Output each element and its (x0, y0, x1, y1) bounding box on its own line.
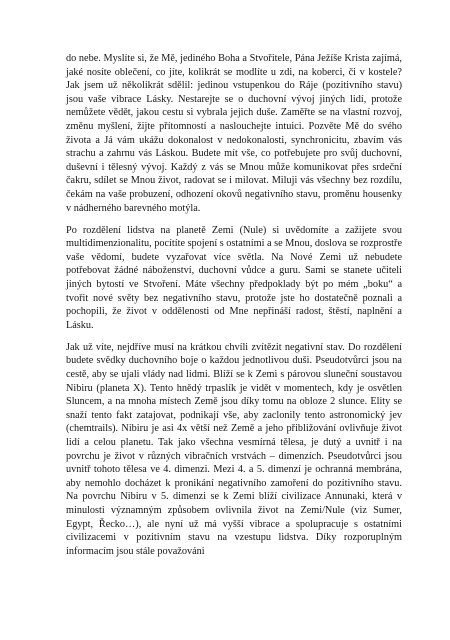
document-page (66, 52, 402, 567)
paragraph-2: Po rozdělení lidstva na planetě Zemi (Nule) si uvědomíte a zažijete svou multidimenzionalitu, pocítíte spojení s ostatními a se Mnou, doslova se rozprostře vaše vědomí, budete vyzařovat více světla. Na Nové Zemi už nebudete potřebovat žádné náboženství, duchovní vůdce a guru. Sami se stanete učiteli jiných bytostí ve Stvoření. Máte všechny předpoklady být po mém „boku“ a tvořit nové světy bez negativního stavu, protože jste ho dostatečně poznali a pochopili, že život v oddělenosti od Mne nepřináší radost, štěstí, naplnění a Lásku. (66, 224, 402, 331)
paragraph-3: Jak už víte, nejdříve musí na krátkou chvíli zvítězit negativní stav. Do rozdělení budete svědky duchovního boje o každou jednotlivou duši. Pseudotvůrci jsou na cestě, aby se ujali vlády nad lidmi. Blíží se k Zemi s párovou sluneční soustavou Nibiru (planeta X). Tento hnědý trpaslík je vidět v momentech, kdy je osvětlen Sluncem, a na mnoha místech Země jsou díky tomu na obloze 2 slunce. Elity se snaží tento fakt zatajovat, podnikají vše, aby zaclonily tento astronomický jev (chemtrails). Nibiru je asi 4x větší než Země a jeho přibližování ovlivňuje život lidí a celou planetu. Tak jako všechna vesmírná tělesa, je dutý a uvnitř i na povrchu je život v různých vibračních vrstvách – dimenzích. Pseudotvůrci jsou uvnitř tohoto tělesa ve 4. dimenzi. Mezi 4. a 5. dimenzí je ochranná membrána, aby nemohlo docházet k pronikání negativního zamoření do pozitivního stavu. Na povrchu Nibiru v 5. dimenzi se k Zemi blíží civilizace Annunaki, která v minulosti významným způsobem ovlivnila život na Zemi/Nule (viz Sumer, Egypt, Řecko…), ale nyní už má vyšší vibrace a spolupracuje s ostatními civilizacemi v pozitivním stavu na vzestupu lidstva. Díky rozporuplným informacím jsou stále považováni (66, 341, 402, 557)
paragraph-1: do nebe. Myslíte si, že Mě, jediného Boha a Stvořitele, Pána Ježíše Krista zajímá, jaké nosíte oblečení, co jíte, kolikrát se modlíte u zdi, na koberci, či v kostele? Jak jsem už několikrát sdělil: jedinou vstupenkou do Ráje (pozitivního stavu) jsou vaše vibrace Lásky. Nestarejte se o duchovní vývoj jiných lidí, protože nemůžete vědět, jakou cestu si vybrala jejich duše. Zaměřte se na vlastní rozvoj, změnu myšlení, žijte přítomností a naslouchejte intuici. Pozvěte Mě do svého života a Já vám ukážu dokonalost v nedokonalosti, synchronicitu, zbavím vás strachu a zahrnu vás Láskou. Budete mít vše, co potřebujete pro svůj duchovní, duševní i tělesný vývoj. Každý z vás se Mnou může komunikovat přes srdeční čakru, sdílet se Mnou život, radovat se i milovat. Miluji vás všechny bez rozdílu, čekám na vaše probuzení, odhození okovů negativního stavu, proměnu housenky v nádherného barevného motýla. (66, 53, 402, 214)
